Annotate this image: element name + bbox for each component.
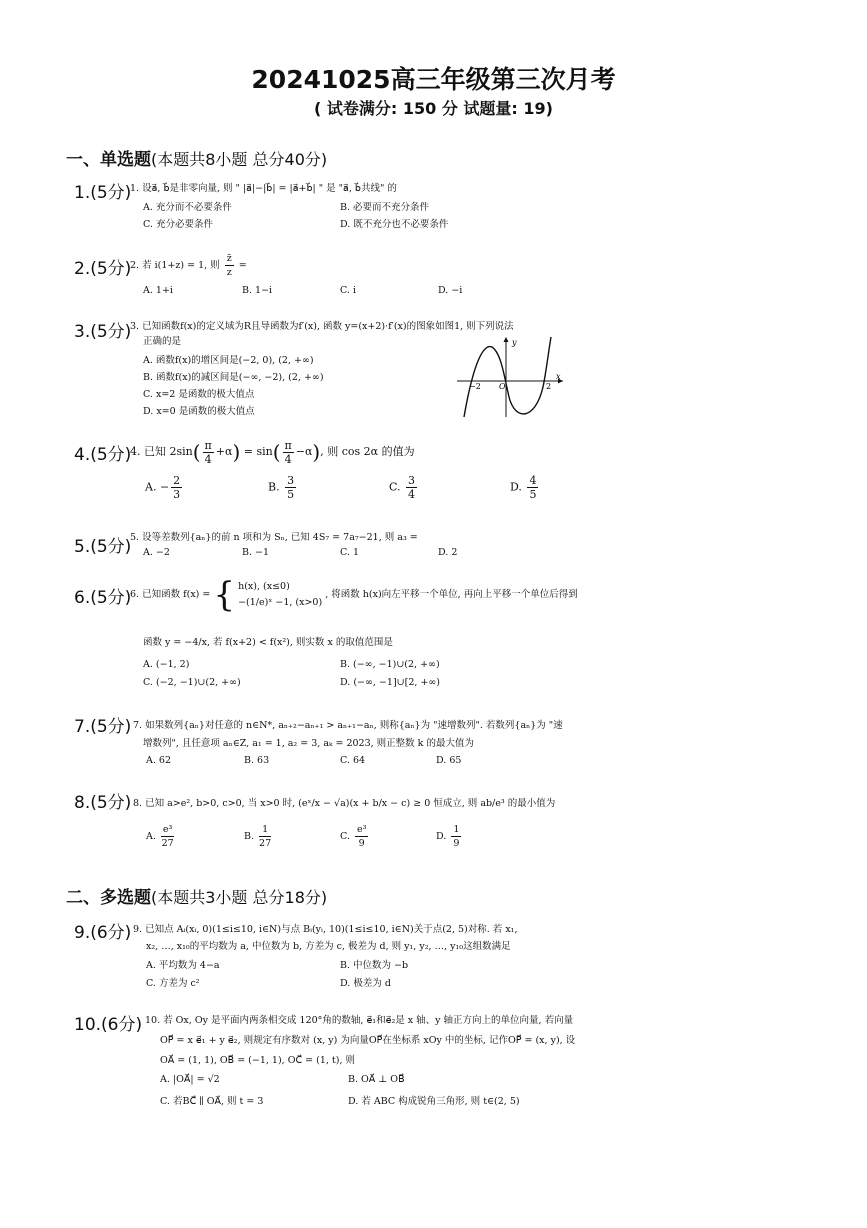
option-b: B. 63 (244, 755, 270, 766)
fraction (259, 823, 271, 850)
option-letter: C. (340, 831, 350, 842)
fraction (171, 474, 182, 501)
question-label: 6.(5分) (74, 588, 132, 608)
fraction (161, 823, 174, 850)
question-stem: 5. 设等差数列{aₙ}的前 n 项和为 Sₙ, 已知 4S₇ = 7a₇−21, 则 a₃ = (130, 532, 418, 543)
fraction-numerator: z̄ (226, 253, 232, 264)
option-letter: C. (389, 480, 401, 494)
fraction-denominator: 4 (408, 488, 416, 501)
x-axis-label: x (556, 372, 561, 381)
page-title: 20241025高三年级第三次月考 (251, 65, 616, 94)
section-name: 一、单选题 (66, 150, 151, 170)
fraction-numerator: 2 (173, 474, 181, 487)
option-letter: A. (145, 480, 157, 494)
question-stem: 8. 已知 a>e², b>0, c>0, 当 x>0 时, (eˣ/x − √a)(x + b/x − c) ≥ 0 恒成立, 则 ab/e³ 的最小值为 (133, 798, 556, 809)
fraction-denominator: 4 (204, 452, 212, 466)
question-stem-line: 9. 已知点 Aᵢ(xᵢ, 0)(1≤i≤10, i∈N)与点 Bᵢ(yᵢ, 10)(1≤i≤10, i∈N)关于点(2, 5)对称. 若 x₁, (133, 924, 518, 935)
piecewise-cases (238, 579, 322, 611)
option-a: A. 函数f(x)的增区间是(−2, 0), (2, +∞) (143, 355, 314, 366)
option-c: C. i (340, 285, 357, 296)
fraction-denominator: 5 (287, 488, 295, 501)
fraction (355, 823, 368, 850)
fraction (203, 439, 214, 466)
y-axis-label: y (512, 338, 517, 347)
option-a: A. (−1, 2) (143, 659, 190, 670)
option-letter: D. (510, 480, 522, 494)
fraction-numerator: π (204, 438, 212, 452)
question-stem-line: 10. 若 Ox, Oy 是平面内两条相交成 120°角的数轴, e⃗₁和e⃗₂是 x 轴、y 轴正方向上的单位向量, 若向量 (145, 1015, 574, 1026)
question-label: 8.(5分) (74, 793, 132, 813)
fraction (283, 439, 294, 466)
option-d: D. x=0 是函数的极大值点 (143, 406, 255, 417)
option-a: A. 62 (146, 755, 171, 766)
section-heading-multiple-choice (66, 883, 327, 908)
case-2: −(1/e)ˣ −1, (x>0) (238, 597, 323, 608)
option-b: B. −1 (242, 547, 270, 558)
question-stem (130, 436, 415, 468)
question-stem-line: OA⃗ = (1, 1), OB⃗ = (−1, 1), OC⃗ = (1, t), 则 (160, 1055, 355, 1066)
origin-label: O (499, 382, 506, 391)
option-a (145, 474, 184, 501)
fraction-denominator: 5 (529, 488, 537, 501)
option-a: A. |OA⃗| = √2 (160, 1074, 220, 1085)
option-c: C. 充分必要条件 (143, 219, 213, 230)
curve (464, 337, 551, 417)
option-a: A. −2 (143, 547, 170, 558)
stem-part: , 则 cos 2α 的值为 (320, 445, 415, 458)
fraction-denominator: 27 (259, 838, 272, 849)
option-d: D. 极差为 d (340, 978, 391, 989)
left-brace: { (213, 575, 236, 615)
option-d: D. 若 ABC 构成锐角三角形, 则 t∈(2, 5) (348, 1096, 520, 1107)
fraction-denominator: 27 (161, 838, 174, 849)
option-b: B. 函数f(x)的减区间是(−∞, −2), (2, +∞) (143, 372, 324, 383)
fraction-numerator: 3 (287, 474, 295, 487)
stem-part: 4. 已知 2sin (130, 445, 193, 458)
option-c: C. (−2, −1)∪(2, +∞) (143, 677, 241, 688)
option-d: D. 2 (438, 547, 458, 558)
fraction-numerator: e³ (162, 824, 173, 835)
option-c: C. x=2 是函数的极大值点 (143, 389, 255, 400)
question-label: 4.(5分) (74, 445, 132, 465)
question-label: 10.(6分) (74, 1015, 143, 1035)
question-label: 9.(6分) (74, 923, 132, 943)
option-b: B. (−∞, −1)∪(2, +∞) (340, 659, 440, 670)
option-d: D. 既不充分也不必要条件 (340, 219, 449, 230)
fraction (451, 823, 461, 850)
option-a (146, 823, 176, 850)
option-c: C. 方差为 c² (146, 978, 200, 989)
question-stem-line: 函数 y = −4/x, 若 f(x+2) < f(x²), 则实数 x 的取值范围是 (143, 637, 393, 648)
question-label: 5.(5分) (74, 537, 132, 557)
option-b (268, 474, 298, 501)
option-letter: D. (436, 831, 447, 842)
stem-prefix: 6. 已知函数 f(x) = (130, 589, 211, 600)
function-graph (455, 335, 567, 420)
option-letter: B. (268, 480, 280, 494)
stem-part: = sin (243, 445, 273, 458)
tick-label-pos2: 2 (546, 382, 552, 391)
case-1: h(x), (x≤0) (238, 581, 290, 592)
fraction-numerator: 1 (259, 823, 271, 837)
tick-label-neg2: −2 (469, 382, 481, 391)
fraction-denominator: 3 (173, 488, 181, 501)
fraction-numerator: e³ (356, 824, 367, 835)
question-stem-line: 正确的是 (143, 336, 182, 347)
option-letter: A. (146, 831, 156, 842)
stem-suffix: = (238, 260, 247, 271)
section-info: (本题共3小题 总分18分) (151, 888, 328, 907)
fraction-denominator: 4 (284, 452, 292, 466)
option-d: D. 65 (436, 755, 462, 766)
fraction-numerator: 1 (453, 824, 460, 835)
option-c: C. 若BC⃗ ∥ OA⃗, 则 t = 3 (160, 1096, 264, 1107)
fraction-numerator: 4 (529, 474, 537, 487)
option-d (510, 474, 540, 501)
option-d (436, 823, 463, 850)
question-stem (130, 575, 578, 615)
question-stem (130, 252, 247, 279)
stem-prefix: 2. 若 i(1+z) = 1, 则 (130, 260, 220, 271)
option-b: B. OA⃗ ⊥ OB⃗ (348, 1074, 405, 1085)
option-a: A. 平均数为 4−a (146, 960, 220, 971)
option-a: A. 1+i (143, 285, 173, 296)
question-label: 1.(5分) (74, 183, 132, 203)
section-name: 二、多选题 (66, 888, 151, 908)
y-axis-arrow (504, 337, 509, 342)
option-c: C. 1 (340, 547, 360, 558)
question-stem-line: 3. 已知函数f(x)的定义域为R且导函数为f′(x), 函数 y=(x+2)·f′(x)的图象如图1, 则下列说法 (130, 321, 514, 332)
question-label: 3.(5分) (74, 322, 132, 342)
option-a: A. 充分而不必要条件 (143, 202, 232, 213)
option-sign: − (159, 480, 170, 494)
fraction-numerator: 3 (408, 474, 416, 487)
option-d: D. −i (438, 285, 463, 296)
stem-suffix: , 将函数 h(x)向左平移一个单位, 再向上平移一个单位后得到 (325, 589, 578, 600)
left-paren: ( (192, 440, 201, 464)
right-paren: ) (232, 440, 241, 464)
option-c (389, 474, 419, 501)
fraction (406, 474, 417, 501)
option-b: B. 必要而不充分条件 (340, 202, 430, 213)
option-b: B. 中位数为 −b (340, 960, 409, 971)
option-b: B. 1−i (242, 285, 273, 296)
fraction-numerator: π (284, 438, 292, 452)
option-c (340, 823, 370, 850)
section-info: (本题共8小题 总分40分) (151, 150, 328, 169)
fraction-denominator: z (226, 267, 232, 278)
question-label: 2.(5分) (74, 259, 132, 279)
question-stem: 1. 设a⃗, b⃗是非零向量, 则 " |a⃗|−|b⃗| = |a⃗+b⃗| " 是 "a⃗, b⃗共线" 的 (130, 183, 397, 194)
option-letter: B. (244, 831, 255, 842)
fraction (225, 252, 234, 279)
left-paren: ( (272, 440, 281, 464)
fraction-denominator: 9 (358, 838, 365, 849)
question-stem-line: OP⃗ = x e⃗₁ + y e⃗₂, 则规定有序数对 (x, y) 为向量OP⃗在坐标系 xOy 中的坐标, 记作OP⃗ = (x, y), 设 (160, 1035, 576, 1046)
option-d: D. (−∞, −1]∪[2, +∞) (340, 677, 440, 688)
section-heading-single-choice (66, 145, 327, 170)
page-subtitle: ( 试卷满分: 150 分 试题量: 19) (314, 99, 553, 118)
question-label: 7.(5分) (74, 717, 132, 737)
question-stem-line: x₂, …, x₁₀的平均数为 a, 中位数为 b, 方差为 c, 极差为 d, 则 y₁, y₂, …, y₁₀这组数满足 (146, 941, 511, 952)
option-c: C. 64 (340, 755, 366, 766)
fraction-denominator: 9 (453, 838, 460, 849)
stem-part: +α (215, 445, 233, 458)
fraction (527, 474, 538, 501)
right-paren: ) (312, 440, 321, 464)
fraction (285, 474, 296, 501)
option-b (244, 823, 273, 850)
question-stem-line: 增数列", 且任意项 aₙ∈Z, a₁ = 1, a₂ = 3, aₖ = 2023, 则正整数 k 的最大值为 (143, 738, 474, 749)
stem-part: −α (295, 445, 313, 458)
question-stem-line: 7. 如果数列{aₙ}对任意的 n∈N*, aₙ₊₂−aₙ₊₁ > aₙ₊₁−aₙ, 则称{aₙ}为 "速增数列". 若数列{aₙ}为 "速 (133, 720, 563, 731)
